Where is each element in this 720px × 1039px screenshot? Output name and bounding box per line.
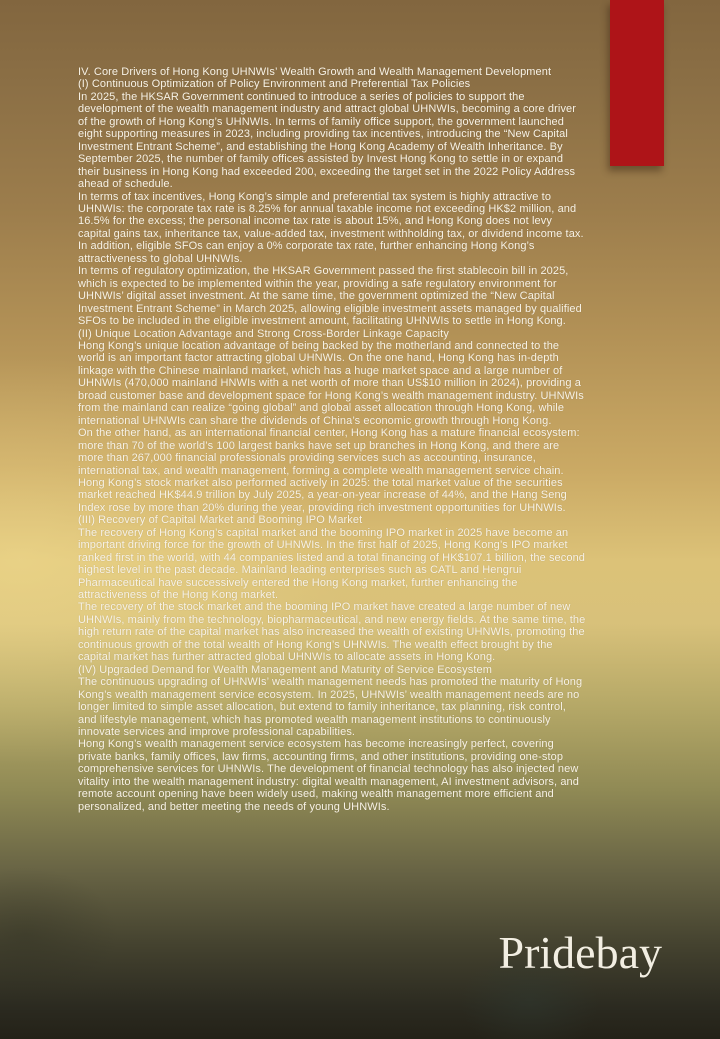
paragraph: Hong Kong’s unique location advantage of being backed by the motherland and connected to the world is an important factor attracting global UHNWIs. On the one hand, Hong Kong has in-depth linkage with the Chinese mainland market, which has a huge market space and a large number of UHNWIs (470,000 mainland HNWIs with a net worth of more than US$10 million in 2024), providing a broad customer base and development space for Hong Kong’s wealth management industry. UHNWIs from the mainland can realize “going global” and global asset allocation through Hong Kong, while international UHNWIs can share the dividends of China’s economic growth through Hong Kong. (78, 339, 584, 427)
section-i-heading: (I) Continuous Optimization of Policy Environment and Preferential Tax Policies (78, 78, 471, 91)
brand-logo: Pridebay (498, 927, 662, 978)
paragraph: In 2025, the HKSAR Government continued to introduce a series of policies to support the development of the wealth management industry and attract global UHNWIs, becoming a core driver of the growth of Hong Kong’s UHNWIs. In terms of family office support, the government launched eight supporting measures in 2023, including providing tax incentives, introducing the “New Capital Investment Entrant Scheme”, and establishing the Hong Kong Academy of Wealth Inheritance. By September 2025, the number of family offices assisted by Invest Hong Kong to settle in or expand their business in Hong Kong had exceeded 200, exceeding the target set in the 2022 Policy Address ahead of schedule. (78, 90, 577, 191)
page-title: IV. Core Drivers of Hong Kong UHNWIs’ Wealth Growth and Wealth Management Development (78, 66, 552, 78)
section-ii-heading: (II) Unique Location Advantage and Strong Cross-Border Linkage Capacity (78, 327, 449, 340)
paragraph: In terms of tax incentives, Hong Kong’s simple and preferential tax system is highly attractive to UHNWIs: the corporate tax rate is 8.25% for annual taxable income not exceeding HK$2 million, and 16.5% for the excess; the personal income tax rate is about 15%, and Hong Kong does not levy capital gains tax, inheritance tax, value-added tax, investment withholding tax, or dividend income tax. In addition, eligible SFOs can enjoy a 0% corporate tax rate, further enhancing Hong Kong’s attractiveness to global UHNWIs. (78, 190, 584, 265)
paragraph: Hong Kong’s wealth management service ecosystem has become increasingly perfect, covering private banks, family offices, law firms, accounting firms, and other institutions, providing one-stop comprehensive services for UHNWIs. The development of financial technology has also injected new vitality into the wealth management industry: digital wealth management, AI investment advisors, and remote account opening have been widely used, making wealth management more efficient and personalized, and better meeting the needs of young UHNWIs. (78, 738, 579, 813)
section-iv-heading: (IV) Upgraded Demand for Wealth Management and Maturity of Service Ecosystem (78, 663, 492, 676)
paragraph: The recovery of Hong Kong’s capital market and the booming IPO market in 2025 have become an important driving force for the growth of UHNWIs. In the first half of 2025, Hong Kong’s IPO market ranked first in the world, with 44 companies listed and a total financing of HK$107.1 billion, the second highest level in the past decade. Mainland leading enterprises such as CATL and Hengrui Pharmaceutical have successively entered the Hong Kong market, further enhancing the attractiveness of the Hong Kong market. (78, 526, 586, 602)
article-body (78, 66, 586, 813)
red-accent-bar (610, 0, 664, 166)
paragraph: On the other hand, as an international financial center, Hong Kong has a mature financial ecosystem: more than 70 of the world’s 100 largest banks have set up branches in Hong Kong, and there are more than 267,000 financial professionals providing services such as accounting, insurance, international tax, and wealth management, forming a complete wealth management service chain. Hong Kong’s stock market also performed actively in 2025: the total market value of the securities market reached HK$44.9 trillion by July 2025, a year-on-year increase of 44%, and the Hang Seng Index rose by more than 20% during the year, providing rich investment opportunities for UHNWIs. (78, 427, 580, 514)
paragraph: The continuous upgrading of UHNWIs’ wealth management needs has promoted the maturity of Hong Kong’s wealth management service ecosystem. In 2025, UHNWIs’ wealth management needs are no longer limited to simple asset allocation, but extend to family inheritance, tax planning, risk control, and lifestyle management, which has promoted wealth management institutions to continuously innovate services and improve professional capabilities. (78, 676, 583, 739)
paragraph: In terms of regulatory optimization, the HKSAR Government passed the first stablecoin bill in 2025, which is expected to be implemented within the year, providing a safe regulatory environment for UHNWIs’ digital asset investment. At the same time, the government optimized the “New Capital Investment Entrant Scheme” in March 2025, allowing eligible investment assets managed by qualified SFOs to be included in the eligible investment amount, facilitating UHNWIs to settle in Hong Kong. (78, 265, 582, 328)
section-iii-heading: (III) Recovery of Capital Market and Booming IPO Market (78, 514, 363, 527)
paragraph: The recovery of the stock market and the booming IPO market have created a large number of new UHNWIs, mainly from the technology, biopharmaceutical, and new energy fields. At the same time, the high return rate of the capital market has also increased the wealth of existing UHNWIs, promoting the continuous growth of the total wealth of Hong Kong’s UHNWIs. The wealth effect brought by the capital market has further attracted global UHNWIs to allocate assets in Hong Kong. (78, 601, 586, 664)
